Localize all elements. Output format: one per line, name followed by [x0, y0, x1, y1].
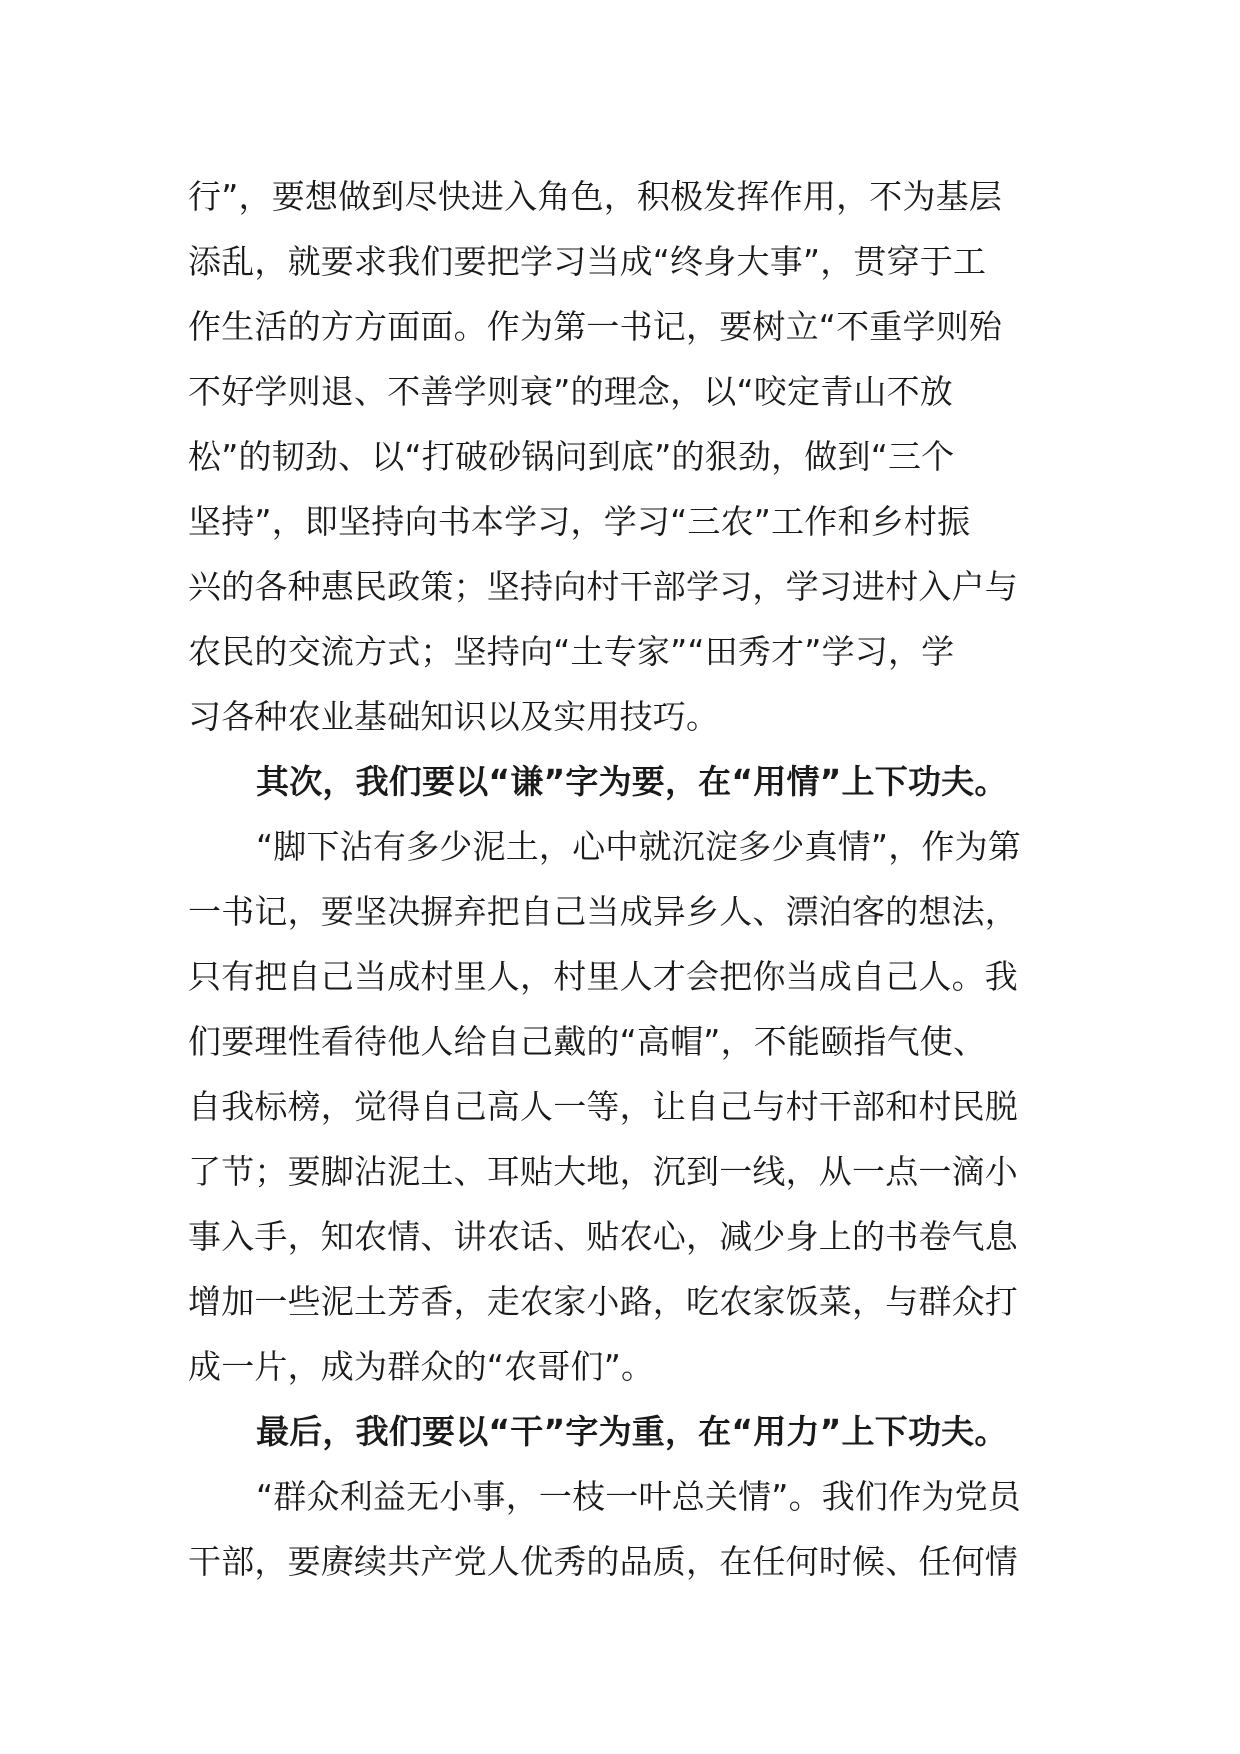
text-line: “脚下沾有多少泥土，心中就沉淀多少真情”，作为第	[256, 827, 1021, 866]
text-line: 添乱，就要求我们要把学习当成“终身大事”，贯穿于工	[188, 242, 987, 281]
text-line: 农民的交流方式；坚持向“土专家”“田秀才”学习，学	[188, 632, 955, 671]
text-line: 一书记，要坚决摒弃把自己当成异乡人、漂泊客的想法，	[188, 892, 1018, 931]
text-line: 们要理性看待他人给自己戴的“高帽”，不能颐指气使、	[188, 1022, 987, 1061]
text-line: 作生活的方方面面。作为第一书记，要树立“不重学则殆	[188, 307, 1003, 346]
text-line: 增加一些泥土芳香，走农家小路，吃农家饭菜，与群众打	[188, 1282, 1018, 1321]
text-line: 只有把自己当成村里人，村里人才会把你当成自己人。我	[188, 957, 1018, 996]
text-line: 不好学则退、不善学则衰”的理念，以“咬定青山不放	[188, 372, 953, 411]
text-line: 干部，要赓续共产党人优秀的品质，在任何时候、任何情	[188, 1542, 1018, 1581]
text-line: 坚持”，即坚持向书本学习，学习“三农”工作和乡村振	[188, 502, 971, 541]
text-line: 事入手，知农情、讲农话、贴农心，减少身上的书卷气息	[188, 1217, 1018, 1256]
body-text	[188, 164, 1058, 1594]
text-line: 松”的韧劲、以“打破砂锅问到底”的狠劲，做到“三个	[188, 437, 955, 476]
section-heading: 最后，我们要以“干”字为重，在“用力”上下功夫。	[256, 1412, 1008, 1451]
section-heading: 其次，我们要以“谦”字为要，在“用情”上下功夫。	[256, 762, 1008, 801]
text-line: 兴的各种惠民政策；坚持向村干部学习，学习进村入户与	[188, 567, 1018, 606]
text-line: 成一片，成为群众的“农哥们”。	[188, 1347, 655, 1386]
text-line: 行”，要想做到尽快进入角色，积极发挥作用，不为基层	[188, 177, 1003, 216]
text-line: 习各种农业基础知识以及实用技巧。	[188, 697, 720, 736]
text-line: “群众利益无小事，一枝一叶总关情”。我们作为党员	[256, 1477, 1021, 1516]
text-line: 自我标榜，觉得自己高人一等，让自己与村干部和村民脱	[188, 1087, 1018, 1126]
text-line: 了节；要脚沾泥土、耳贴大地，沉到一线，从一点一滴小	[188, 1152, 1018, 1191]
